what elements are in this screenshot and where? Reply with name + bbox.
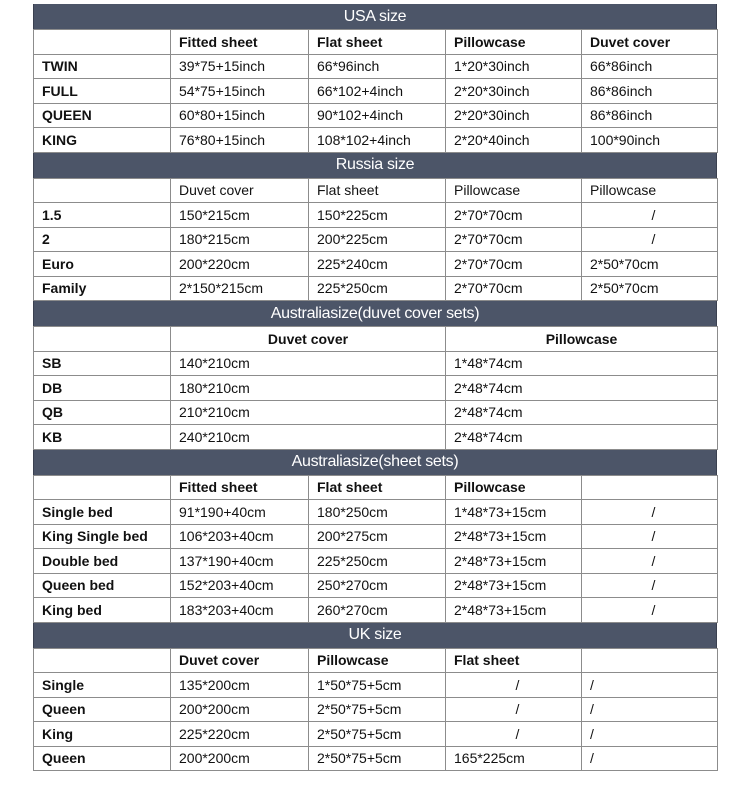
size-label: KING — [34, 128, 171, 153]
empty-header-cell — [34, 648, 171, 673]
table-header-row — [34, 178, 718, 203]
size-value: 1*48*73+15cm — [446, 500, 582, 525]
size-value: / — [446, 673, 582, 698]
size-label: 1.5 — [34, 203, 171, 228]
size-value: 225*250cm — [309, 549, 446, 574]
size-value: 2*70*70cm — [446, 276, 582, 301]
size-value: 2*50*75+5cm — [309, 722, 446, 747]
size-table-usa-size — [33, 29, 718, 153]
size-value: 1*50*75+5cm — [309, 673, 446, 698]
column-header: Flat sheet — [309, 475, 446, 500]
size-label: Single — [34, 673, 171, 698]
size-value: 2*70*70cm — [446, 227, 582, 252]
size-label: 2 — [34, 227, 171, 252]
table-row — [34, 573, 718, 598]
size-value: 106*203+40cm — [171, 524, 309, 549]
size-value: / — [582, 203, 718, 228]
size-value: 165*225cm — [446, 746, 582, 771]
empty-header-cell — [582, 648, 718, 673]
size-table-russia-size — [33, 178, 718, 302]
size-label: KB — [34, 425, 171, 450]
table-row — [34, 252, 718, 277]
section-title-usa-size: USA size — [33, 4, 717, 29]
size-value: 2*70*70cm — [446, 203, 582, 228]
empty-header-cell — [34, 327, 171, 352]
size-value: 200*220cm — [171, 252, 309, 277]
size-value: 91*190+40cm — [171, 500, 309, 525]
size-label: King — [34, 722, 171, 747]
table-header-row — [34, 327, 718, 352]
table-row — [34, 351, 718, 376]
size-label: TWIN — [34, 54, 171, 79]
size-table-australiasize-duvet-cover-sets — [33, 326, 718, 450]
table-row — [34, 103, 718, 128]
column-header: Duvet cover — [171, 178, 309, 203]
empty-header-cell — [34, 30, 171, 55]
size-value: 2*50*75+5cm — [309, 697, 446, 722]
table-row — [34, 54, 718, 79]
size-value: 2*48*74cm — [446, 376, 718, 401]
size-value: 90*102+4inch — [309, 103, 446, 128]
size-label: Family — [34, 276, 171, 301]
size-value: 180*215cm — [171, 227, 309, 252]
size-label: DB — [34, 376, 171, 401]
size-value: 135*200cm — [171, 673, 309, 698]
size-value: / — [582, 673, 718, 698]
column-header: Pillowcase — [446, 178, 582, 203]
empty-header-cell — [582, 475, 718, 500]
column-header: Duvet cover — [171, 648, 309, 673]
size-value: 250*270cm — [309, 573, 446, 598]
size-value: 1*20*30inch — [446, 54, 582, 79]
size-value: 1*48*74cm — [446, 351, 718, 376]
size-label: QUEEN — [34, 103, 171, 128]
size-value: 240*210cm — [171, 425, 446, 450]
table-row — [34, 549, 718, 574]
size-value: 180*250cm — [309, 500, 446, 525]
column-header: Fitted sheet — [171, 30, 309, 55]
size-value: / — [582, 549, 718, 574]
empty-header-cell — [34, 178, 171, 203]
table-row — [34, 500, 718, 525]
size-value: 100*90inch — [582, 128, 718, 153]
column-header: Pillowcase — [309, 648, 446, 673]
size-label: SB — [34, 351, 171, 376]
table-row — [34, 673, 718, 698]
column-header: Duvet cover — [582, 30, 718, 55]
size-label: Single bed — [34, 500, 171, 525]
table-header-row — [34, 475, 718, 500]
size-label: King bed — [34, 598, 171, 623]
size-value: 2*48*73+15cm — [446, 524, 582, 549]
size-value: 2*48*74cm — [446, 400, 718, 425]
size-label: Queen — [34, 697, 171, 722]
size-value: 225*250cm — [309, 276, 446, 301]
table-row — [34, 128, 718, 153]
table-row — [34, 598, 718, 623]
size-value: 225*240cm — [309, 252, 446, 277]
size-value: 200*200cm — [171, 697, 309, 722]
size-value: 2*20*30inch — [446, 79, 582, 104]
table-row — [34, 400, 718, 425]
column-header: Pillowcase — [446, 30, 582, 55]
size-value: 2*48*74cm — [446, 425, 718, 450]
size-value: 66*102+4inch — [309, 79, 446, 104]
table-row — [34, 227, 718, 252]
size-value: / — [582, 500, 718, 525]
column-header: Pillowcase — [446, 327, 718, 352]
size-value: 76*80+15inch — [171, 128, 309, 153]
size-value: 66*96inch — [309, 54, 446, 79]
size-value: 66*86inch — [582, 54, 718, 79]
size-value: 60*80+15inch — [171, 103, 309, 128]
column-header: Fitted sheet — [171, 475, 309, 500]
size-value: 2*50*75+5cm — [309, 746, 446, 771]
size-label: QB — [34, 400, 171, 425]
size-value: 180*210cm — [171, 376, 446, 401]
size-value: 260*270cm — [309, 598, 446, 623]
size-value: / — [582, 746, 718, 771]
column-header: Flat sheet — [309, 178, 446, 203]
size-label: Euro — [34, 252, 171, 277]
size-value: 2*50*70cm — [582, 252, 718, 277]
size-value: / — [582, 573, 718, 598]
size-label: Queen — [34, 746, 171, 771]
size-value: / — [582, 524, 718, 549]
table-row — [34, 79, 718, 104]
size-value: 152*203+40cm — [171, 573, 309, 598]
size-value: 183*203+40cm — [171, 598, 309, 623]
size-value: 150*225cm — [309, 203, 446, 228]
size-label: King Single bed — [34, 524, 171, 549]
size-value: 86*86inch — [582, 103, 718, 128]
table-row — [34, 746, 718, 771]
section-title-australiasize-duvet-cover-sets: Australiasize(duvet cover sets) — [33, 301, 717, 326]
table-row — [34, 425, 718, 450]
column-header: Duvet cover — [171, 327, 446, 352]
column-header: Flat sheet — [309, 30, 446, 55]
column-header: Pillowcase — [446, 475, 582, 500]
size-table-uk-size — [33, 648, 718, 772]
size-value: / — [446, 697, 582, 722]
size-value: / — [582, 227, 718, 252]
size-value: 108*102+4inch — [309, 128, 446, 153]
table-row — [34, 276, 718, 301]
size-value: 200*200cm — [171, 746, 309, 771]
size-table-australiasize-sheet-sets — [33, 475, 718, 623]
size-value: 137*190+40cm — [171, 549, 309, 574]
size-value: 2*48*73+15cm — [446, 573, 582, 598]
empty-header-cell — [34, 475, 171, 500]
size-value: 150*215cm — [171, 203, 309, 228]
size-value: / — [446, 722, 582, 747]
table-row — [34, 697, 718, 722]
table-row — [34, 524, 718, 549]
size-value: 54*75+15inch — [171, 79, 309, 104]
size-value: / — [582, 722, 718, 747]
size-label: Queen bed — [34, 573, 171, 598]
size-value: / — [582, 697, 718, 722]
section-title-uk-size: UK size — [33, 623, 717, 648]
size-value: / — [582, 598, 718, 623]
size-value: 39*75+15inch — [171, 54, 309, 79]
size-value: 2*20*30inch — [446, 103, 582, 128]
size-value: 2*150*215cm — [171, 276, 309, 301]
section-title-australiasize-sheet-sets: Australiasize(sheet sets) — [33, 450, 717, 475]
size-value: 210*210cm — [171, 400, 446, 425]
size-value: 2*50*70cm — [582, 276, 718, 301]
size-value: 140*210cm — [171, 351, 446, 376]
column-header: Pillowcase — [582, 178, 718, 203]
size-value: 200*275cm — [309, 524, 446, 549]
table-header-row — [34, 648, 718, 673]
size-value: 86*86inch — [582, 79, 718, 104]
table-header-row — [34, 30, 718, 55]
size-value: 225*220cm — [171, 722, 309, 747]
table-row — [34, 722, 718, 747]
size-value: 2*20*40inch — [446, 128, 582, 153]
size-label: FULL — [34, 79, 171, 104]
size-value: 2*70*70cm — [446, 252, 582, 277]
table-row — [34, 203, 718, 228]
column-header: Flat sheet — [446, 648, 582, 673]
table-row — [34, 376, 718, 401]
size-value: 200*225cm — [309, 227, 446, 252]
size-value: 2*48*73+15cm — [446, 549, 582, 574]
size-chart — [33, 4, 717, 771]
size-value: 2*48*73+15cm — [446, 598, 582, 623]
size-label: Double bed — [34, 549, 171, 574]
section-title-russia-size: Russia size — [33, 153, 717, 178]
